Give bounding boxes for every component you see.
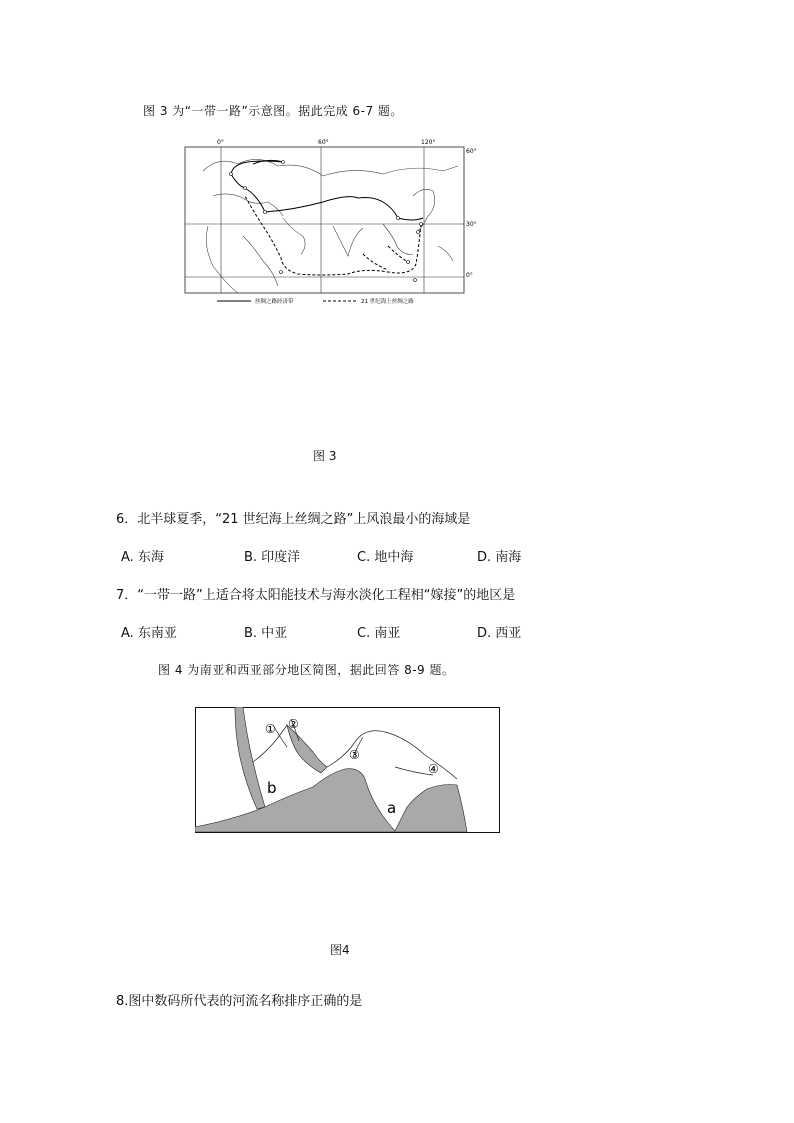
lat-label-0: 0°	[466, 272, 473, 279]
lat-label-60: 60°	[466, 148, 477, 155]
lon-label-0: 0°	[217, 139, 224, 146]
legend-land-text: 丝绸之路经济带	[255, 299, 294, 305]
fig4-intro: 图 4 为南亚和西亚部分地区简图，据此回答 8-9 题。	[158, 663, 455, 677]
label-river-2: ②	[288, 717, 299, 731]
lon-label-120: 120°	[421, 139, 436, 146]
q7-stem: 7．“一带一路”上适合将太阳能技术与海水淡化工程相“嫁接”的地区是	[116, 588, 516, 603]
q7-option-b: B. 中亚	[244, 626, 288, 641]
label-a: a	[387, 799, 397, 817]
q6-stem: 6．北半球夏季，“21 世纪海上丝绸之路”上风浪最小的海域是	[116, 512, 471, 527]
map-frame	[185, 147, 464, 293]
label-river-3: ③	[349, 748, 360, 762]
q7-option-a: A. 东南亚	[121, 626, 177, 641]
q6-option-a: A. 东海	[121, 550, 164, 565]
south-west-asia-map	[195, 707, 500, 833]
fig3-intro: 图 3 为“一带一路”示意图。据此完成 6-7 题。	[143, 104, 403, 118]
q7-option-c: C. 南亚	[357, 626, 401, 641]
q8-stem: 8.图中数码所代表的河流名称排序正确的是	[116, 994, 363, 1009]
lat-label-30: 30°	[466, 221, 477, 228]
fig4-caption: 图4	[330, 943, 350, 957]
legend-sea-text: 21 世纪海上丝绸之路	[361, 299, 414, 305]
q7-option-d: D. 西亚	[477, 626, 522, 641]
label-river-4: ④	[428, 762, 439, 776]
q6-option-b: B. 印度洋	[244, 550, 301, 565]
belt-road-map	[183, 136, 483, 310]
q6-option-c: C. 地中海	[357, 550, 414, 565]
label-river-1: ①	[265, 722, 276, 736]
lon-label-60: 60°	[318, 139, 329, 146]
label-b: b	[267, 779, 277, 797]
q6-option-d: D. 南海	[477, 550, 522, 565]
fig3-caption: 图 3	[313, 449, 337, 463]
